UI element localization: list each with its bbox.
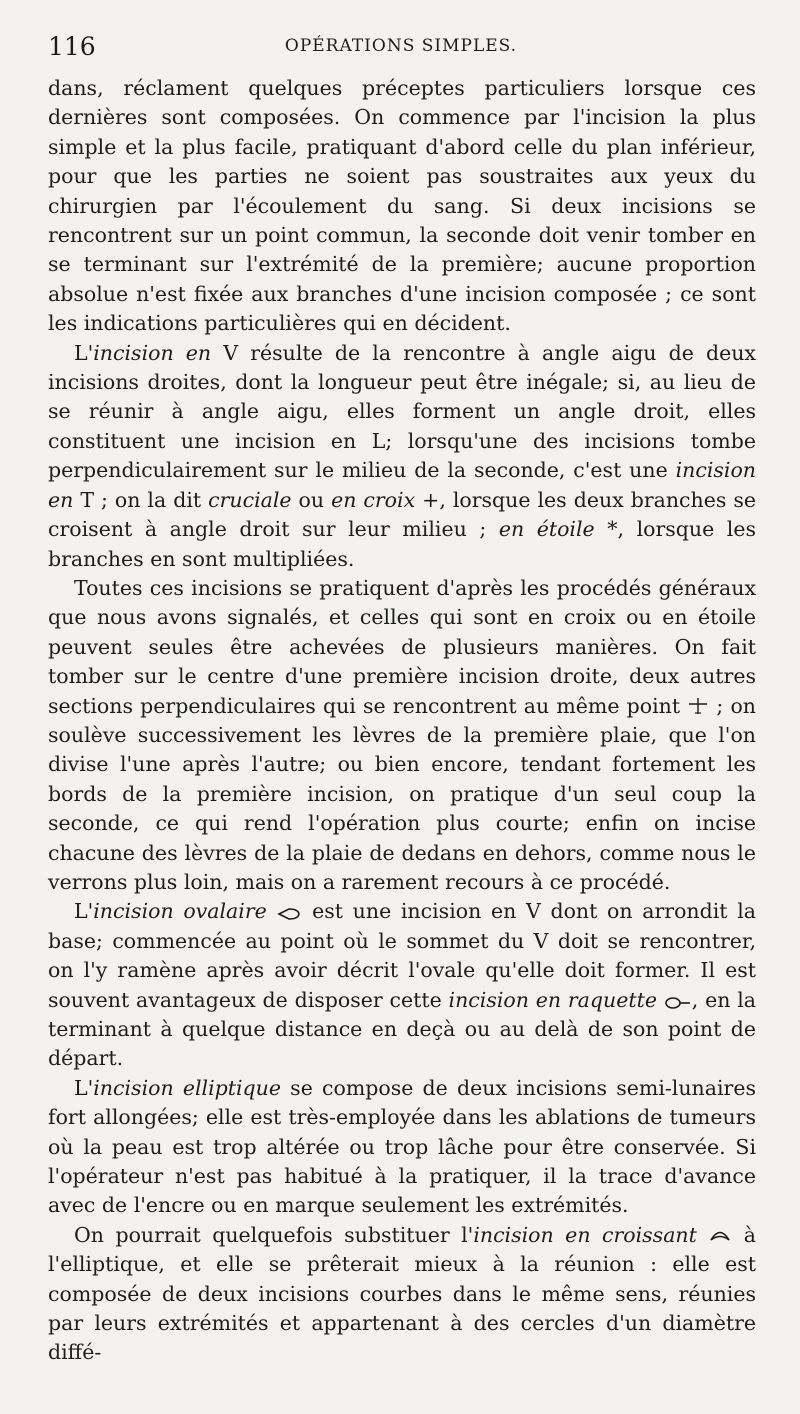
p5-text-c: se compose de deux incisions semi-lunaires fort allongées; elle est très-employée dans les ablations de tumeurs où la peau est trop altérée ou trop lâche pour être conservée. Si l'opérateur n'est pas habitué à la pratiquer, il la trace d'avance avec de l'encre ou en marque seulement les extrémités. xyxy=(48,1075,756,1218)
paragraph-2 xyxy=(48,339,756,574)
oval-incision-icon xyxy=(276,905,302,921)
p3-text-b: ; on soulève successivement les lèvres de la première plaie, que l'on divise l'une après l'autre; ou bien encore, tendant fortement les bords de la première incision, on pratique d'un seul coup la seconde, ce qui rend l'opération plus courte; enfin on incise chacune des lèvres de la plaie de dedans en dehors, comme nous le verrons plus loin, mais on a rarement recours à ce procédé. xyxy=(48,693,756,894)
paragraph-5 xyxy=(48,1074,756,1221)
paragraph-1: dans, réclament quelques préceptes particuliers lorsque ces dernières sont composées. On commence par l'incision la plus simple et la plus facile, pratiquant d'abord celle du plan inférieur, pour que les parties ne soient pas soustraites aux yeux du chirurgien par l'écoulement du sang. Si deux incisions se rencontrent sur un point commun, la seconde doit venir tomber en se terminant sur l'extrémité de la première; aucune proportion absolue n'est fixée aux branches d'une incision composée ; ce sont les indications particulières qui en décident. xyxy=(48,76,756,336)
p2-text-e: T ; on la dit xyxy=(73,487,209,512)
body-text xyxy=(48,74,756,1368)
p4-text-a: L' xyxy=(74,899,94,924)
p2-text-i: +, lorsque les deux branches se croisent à angle droit sur leur milieu ; xyxy=(48,487,757,542)
p6-italic-incision-en-croissant: incision en croissant xyxy=(473,1222,697,1247)
p4-text-c: est une incision en V dont on arrondit la base; commencée au point où le sommet du V doit se rencontrer, on l'y ramène après avoir décrit l'ovale qu'elle doit former. Il est souvent avantageux de disposer cette xyxy=(48,899,756,1012)
p2-text-k: *, lorsque les branches en sont multipliées. xyxy=(48,517,757,571)
p2-italic-cruciale: cruciale xyxy=(208,487,292,512)
p2-italic-incision-en-t: incision en xyxy=(48,458,756,512)
p5-text-a: L' xyxy=(74,1075,94,1100)
p2-text-a: L' xyxy=(74,340,94,365)
racket-incision-icon xyxy=(664,994,692,1010)
page-header xyxy=(48,32,754,62)
paragraph-3 xyxy=(48,574,756,897)
paragraph-4 xyxy=(48,897,756,1073)
p2-italic-incision-en: incision en xyxy=(93,340,212,365)
perpendicular-sections-icon xyxy=(687,696,709,716)
p4-italic-incision-ovalaire: incision ovalaire xyxy=(93,899,267,924)
p6-text-c: à l'elliptique, et elle se prêterait mieux à la réunion : elle est composée de deux incisions courbes dans le même sens, réunies par leurs extrémités et appartenant à des cercles d'un diamètre diffé- xyxy=(48,1222,756,1365)
running-title: OPÉRATIONS SIMPLES. xyxy=(284,36,518,56)
paragraph-6 xyxy=(48,1221,756,1368)
p6-text-a: On pourrait quelquefois substituer l' xyxy=(74,1222,474,1247)
p2-italic-en-etoile: en étoile xyxy=(498,517,595,542)
page-number: 116 xyxy=(48,32,96,61)
p4-italic-incision-en-raquette: incision en raquette xyxy=(448,987,657,1012)
p3-text-a: Toutes ces incisions se pratiquent d'après les procédés généraux que nous avons signalés, et celles qui sont en croix ou en étoile peuvent seules être achevées de plusieurs manières. On fait tomber sur le centre d'une première incision droite, deux autres sections perpendiculaires qui se rencontrent au même point xyxy=(48,575,756,718)
p2-text-c: V résulte de la rencontre à angle aigu de deux incisions droites, dont la longueur peut être inégale; si, au lieu de se réunir à angle aigu, elles forment un angle droit, elles constituent une incision en L; lorsqu'une des incisions tombe perpendiculairement sur le milieu de la seconde, c'est une xyxy=(48,340,756,483)
p2-italic-en-croix: en croix xyxy=(331,487,416,512)
p4-text-e: , en la terminant à quelque distance en deçà ou au delà de son point de départ. xyxy=(48,987,756,1071)
p5-italic-incision-elliptique: incision elliptique xyxy=(93,1075,282,1100)
p2-text-g: ou xyxy=(291,487,332,512)
crescent-incision-icon xyxy=(708,1227,732,1245)
